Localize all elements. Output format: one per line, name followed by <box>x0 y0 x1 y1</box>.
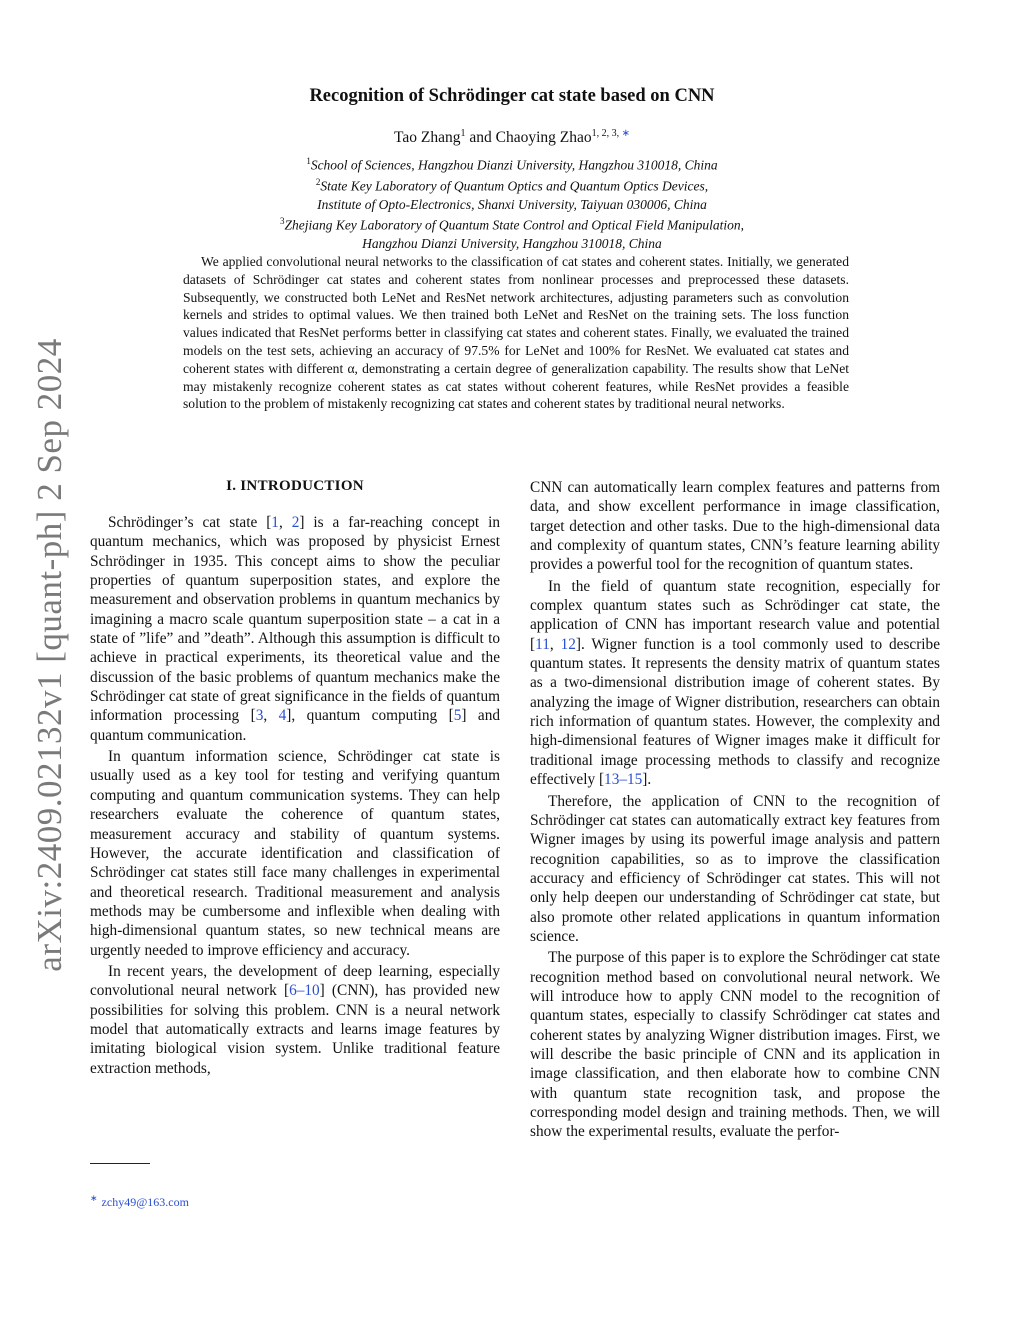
affiliation-number: 2 <box>315 177 321 188</box>
arxiv-sidebar-stamp <box>28 338 72 972</box>
paragraph <box>90 962 500 1078</box>
text-run: In the field of quantum state recognition, especially for complex quantum states such as Schrödinger cat state, the application of CNN has important research value and potential [ <box>530 577 940 653</box>
text-run: , <box>549 635 561 653</box>
section-heading-introduction: I. INTRODUCTION <box>226 478 364 494</box>
affiliation-text: Institute of Opto-Electronics, Shanxi University, Taiyuan 030006, China <box>317 196 707 212</box>
affiliation-line <box>150 235 874 253</box>
author-2: Chaoying Zhao <box>495 129 592 147</box>
author-1: Tao Zhang <box>393 129 461 147</box>
text-run: ] (CNN), has provided new possibilities for solving this problem. CNN is a neural network model that automatically extracts and learns image features by imitating biological vision system. Unlike traditional feature extraction methods, <box>90 982 501 1077</box>
paragraph: In quantum information science, Schrödinger cat state is usually used as a key tool for testing and verifying quantum computing and quantum communication systems. They can help researchers evaluate the coherence of quantum states, measurement accuracy and stability of quantum systems. However, the accurate identification and classification of Schrödinger cat states still face many challenges in experimental and theoretical research. Traditional measurement and analysis methods may be cumbersome and inflexible when dealing with high-dimensional quantum states, so new technical means are urgently needed to improve efficiency and accuracy. <box>90 748 500 959</box>
citation-link[interactable]: 6–10 <box>289 982 320 1000</box>
abstract-text: We applied convolutional neural networks to the classification of cat states and coherent states. Initially, we generated datasets of Schrödinger cat states and coherent states from nonlinear processes and preprocessed these datasets. Subsequently, we constructed both LeNet and ResNet network architectures, adjusting parameters such as convolution kernels and strides to optimal values. We then trained both LeNet and ResNet on the training sets. The loss function values indicated that ResNet performs better in classifying cat states and coherent states. Finally, we evaluated the trained models on the test sets, achieving an accuracy of 97.5% for LeNet and 100% for ResNet. We evaluated cat states and coherent states with different α, demonstrating a certain degree of generalization capability. The results show that LeNet may mistakenly recognize coherent states as cat states without coherent features, while ResNet provides a feasible solution to the problem of mistakenly recognizing cat states and coherent states by traditional neural networks. <box>183 254 849 412</box>
footnote-mark: ∗ <box>90 1193 98 1203</box>
text-run: Schrödinger’s cat state [ <box>108 514 272 531</box>
paragraph: CNN can automatically learn complex features and patterns from data, and show excellent performance in image classification, target detection and other tasks. Due to the high-dimensional data and complexity of quantum states, CNN’s feature learning ability provides a powerful tool for the recognition of quantum states. <box>530 479 940 574</box>
author-1-affil: 1 <box>460 128 466 139</box>
text-run: ] is a far-reaching concept in quantum mechanics, which was proposed by physicist Ernest Schrödinger in 1935. This concept aims to show the peculiar properties of quantum superposition states, and explore the measurement and observation problems in quantum mechanics by imagining a macro scale quantum superposition state – a cat in a state of ”life” and ”death”. Although this assumption is difficult to achieve in practical experiments, its theoretical value and the discussion of the basic problems of quantum mechanics make the Schrödinger cat state of great significance in the fields of quantum information processing [ <box>90 514 501 725</box>
citation-link[interactable]: 1 <box>271 514 279 531</box>
footnote <box>90 1193 189 1210</box>
citation-link[interactable]: 2 <box>291 514 300 531</box>
arxiv-id: arXiv:2409.02132v1 [quant-ph] 2 Sep 2024 <box>30 338 69 972</box>
citation-link[interactable]: 4 <box>278 707 287 725</box>
text-run: ], quantum computing [ <box>286 707 454 725</box>
footnote-email-link[interactable]: zchy49@163.com <box>101 1195 189 1209</box>
left-column <box>90 513 500 1078</box>
paragraph: The purpose of this paper is to explore the Schrödinger cat state recognition method based on convolutional neural network. We will introduce how to apply CNN model to the recognition of quantum states, especially to classify Schrödinger cat states and coherent states by analyzing Wigner distribution images. First, we will describe the basic principle of CNN and its application in image classification, and then elaborate how to combine CNN with quantum state recognition task, and propose the corresponding model design and training methods. Then, we will show the experimental results, evaluate the perfor- <box>530 949 940 1141</box>
citation-link[interactable]: 13–15 <box>604 771 643 789</box>
text-run: ]. <box>642 771 652 789</box>
affiliation-line <box>150 213 874 234</box>
affiliations <box>150 153 874 252</box>
paragraph <box>530 577 940 790</box>
affiliation-text: School of Sciences, Hangzhou Dianzi University, Hangzhou 310018, China <box>310 157 718 173</box>
citation-link[interactable]: 12 <box>560 635 576 653</box>
affiliation-line <box>150 153 874 174</box>
text-run: In recent years, the development of deep learning, especially convolutional neural network [ <box>90 962 500 1000</box>
paragraph <box>90 513 500 745</box>
abstract <box>183 253 849 413</box>
paper-title: Recognition of Schrödinger cat state based on CNN <box>309 86 715 106</box>
text-run: , <box>278 514 292 531</box>
affiliation-number: 3 <box>279 216 285 227</box>
author-line <box>0 128 1024 147</box>
affiliation-number: 1 <box>306 156 311 166</box>
corresponding-author-mark[interactable]: ∗ <box>621 128 631 139</box>
citation-link[interactable]: 11 <box>535 635 550 653</box>
affiliation-line <box>150 174 874 195</box>
author-2-affil: 1, 2, 3, <box>591 128 620 139</box>
citation-link[interactable]: 5 <box>453 707 462 725</box>
right-column <box>530 478 940 1142</box>
author-conjunction: and <box>469 129 492 147</box>
footnote-rule <box>90 1163 150 1164</box>
paragraph: Therefore, the application of CNN to the recognition of Schrödinger cat states can automatically extract key features from Wigner images by using its powerful image analysis and pattern recognition capabilities, so as to improve the classification accuracy and efficiency of Schrödinger cat states. This will not only help deepen our understanding of Schrödinger cat state, but also promote other related applications in quantum information science. <box>530 792 940 945</box>
text-run: , <box>263 707 279 725</box>
citation-link[interactable]: 3 <box>255 707 264 725</box>
text-run: ]. Wigner function is a tool commonly used to describe quantum states. It represents the density matrix of quantum states as a two-dimensional distribution image of coherent states. By analyzing the image of Wigner distribution, researchers can obtain rich information of quantum states. However, the complexity and high-dimensional features of Wigner images make it difficult for traditional image processing methods to classify and recognize effectively [ <box>530 635 940 789</box>
affiliation-text: Zhejiang Key Laboratory of Quantum State Control and Optical Field Manipulation, <box>284 217 745 233</box>
affiliation-text: State Key Laboratory of Quantum Optics and Quantum Optics Devices, <box>320 178 709 194</box>
affiliation-text: Hangzhou Dianzi University, Hangzhou 310018, China <box>362 235 662 251</box>
text-run: ] and quantum communication. <box>90 707 500 744</box>
affiliation-line <box>150 196 874 214</box>
